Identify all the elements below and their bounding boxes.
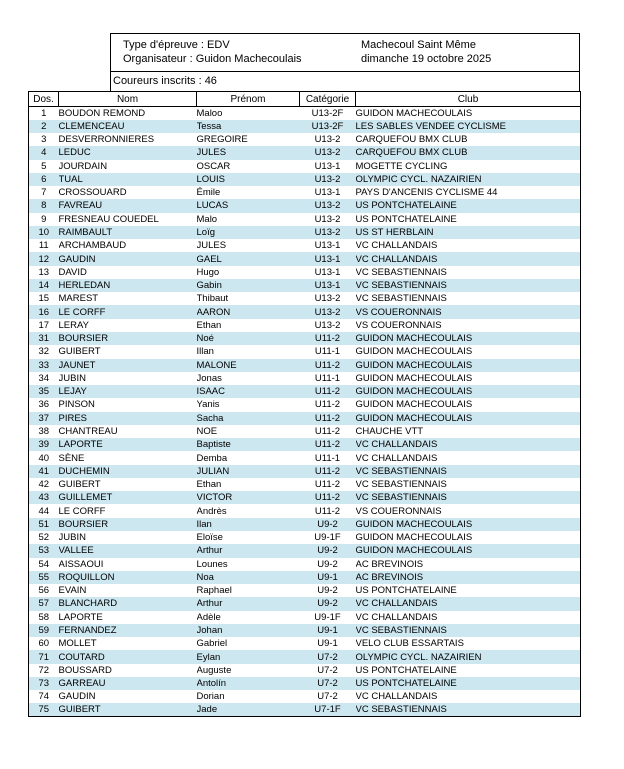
cell-categorie: U9-1 bbox=[317, 638, 338, 650]
cell-categorie: U11-2 bbox=[314, 399, 341, 411]
table-row bbox=[29, 133, 581, 146]
column-header-dos: Dos. bbox=[29, 92, 59, 107]
cell-dos: 51 bbox=[38, 518, 50, 530]
event-info-top bbox=[111, 34, 579, 72]
cell-nom: FERNANDEZ bbox=[58, 624, 117, 636]
cell-dos: 10 bbox=[38, 227, 50, 239]
table-row bbox=[29, 292, 581, 305]
cell-club: OLYMPIC CYCL. NAZAIRIEN bbox=[355, 651, 482, 663]
cell-categorie: U13-2 bbox=[314, 293, 341, 305]
cell-club: GUIDON MACHECOULAIS bbox=[355, 399, 473, 411]
cell-dos: 42 bbox=[38, 479, 50, 491]
cell-dos: 2 bbox=[41, 120, 47, 132]
cell-club: PAYS D'ANCENIS CYCLISME 44 bbox=[355, 187, 498, 199]
cell-dos: 13 bbox=[38, 266, 50, 278]
cell-categorie: U13-1 bbox=[314, 253, 341, 265]
cell-prenom: JULES bbox=[196, 240, 227, 252]
cell-categorie: U9-2 bbox=[317, 558, 338, 570]
cell-nom: GARREAU bbox=[58, 678, 106, 690]
cell-categorie: U9-1 bbox=[317, 571, 338, 583]
table-row bbox=[29, 624, 581, 637]
cell-club: US PONTCHATELAINE bbox=[355, 200, 457, 212]
cell-dos: 8 bbox=[41, 200, 47, 212]
cell-prenom: Lounes bbox=[196, 558, 228, 570]
cell-nom: LERAY bbox=[58, 319, 89, 331]
cell-prenom: Jonas bbox=[196, 372, 222, 384]
cell-dos: 36 bbox=[38, 399, 50, 411]
cell-categorie: U9-2 bbox=[317, 518, 338, 530]
event-organizer: Organisateur : Guidon Machecoulais bbox=[123, 53, 302, 65]
cell-nom: LAPORTE bbox=[58, 439, 103, 451]
cell-club: GUIDON MACHECOULAIS bbox=[355, 359, 473, 371]
cell-dos: 44 bbox=[38, 505, 50, 517]
event-location: Machecoul Saint Même bbox=[361, 39, 476, 51]
cell-club: VC CHALLANDAIS bbox=[355, 439, 438, 451]
cell-categorie: U13-1 bbox=[314, 280, 341, 292]
cell-dos: 59 bbox=[38, 624, 50, 636]
table-row bbox=[29, 146, 581, 159]
cell-club: VC CHALLANDAIS bbox=[355, 452, 438, 464]
table-row bbox=[29, 239, 581, 252]
cell-categorie: U13-2 bbox=[314, 200, 341, 212]
cell-prenom: NOE bbox=[196, 426, 218, 437]
cell-nom: LEDUC bbox=[58, 147, 91, 159]
cell-nom: DESVERRONNIERES bbox=[58, 134, 155, 146]
table-row bbox=[29, 372, 581, 385]
cell-categorie: U11-2 bbox=[314, 386, 341, 398]
cell-categorie: U11-2 bbox=[314, 359, 341, 371]
cell-dos: 15 bbox=[38, 293, 50, 305]
cell-prenom: JULIAN bbox=[196, 465, 230, 477]
cell-categorie: U13-1 bbox=[314, 187, 341, 199]
cell-club: CARQUEFOU BMX CLUB bbox=[355, 147, 468, 159]
cell-categorie: U13-1 bbox=[314, 160, 341, 172]
cell-nom: RAIMBAULT bbox=[58, 227, 113, 239]
cell-dos: 74 bbox=[38, 691, 50, 703]
column-header-club: Club bbox=[356, 92, 581, 107]
cell-club: VS COUERONNAIS bbox=[355, 505, 442, 517]
cell-club: VC SEBASTIENNAIS bbox=[355, 624, 447, 636]
cell-prenom: Baptiste bbox=[196, 439, 231, 451]
cell-dos: 12 bbox=[38, 253, 50, 265]
cell-prenom: Dorian bbox=[196, 691, 225, 703]
cell-prenom: Johan bbox=[196, 624, 223, 636]
cell-dos: 41 bbox=[38, 465, 50, 477]
cell-prenom: Eylan bbox=[196, 651, 221, 663]
event-info-right bbox=[361, 38, 579, 66]
table-row bbox=[29, 690, 581, 703]
cell-nom: EVAIN bbox=[58, 585, 87, 597]
cell-categorie: U11-2 bbox=[314, 465, 341, 477]
cell-dos: 17 bbox=[38, 319, 50, 331]
table-row bbox=[29, 531, 581, 544]
cell-prenom: Ethan bbox=[196, 479, 222, 491]
cell-club: CHAUCHE VTT bbox=[355, 426, 424, 437]
cell-categorie: U9-2 bbox=[317, 545, 338, 557]
table-row bbox=[29, 199, 581, 212]
cell-club: LES SABLES VENDEE CYCLISME bbox=[355, 120, 506, 132]
cell-nom: GUIBERT bbox=[58, 346, 101, 358]
table-row bbox=[29, 584, 581, 597]
table-row bbox=[29, 611, 581, 624]
cell-nom: FAVREAU bbox=[58, 200, 103, 212]
cell-club: GUIDON MACHECOULAIS bbox=[355, 412, 473, 424]
table-row bbox=[29, 345, 581, 358]
cell-dos: 11 bbox=[38, 240, 49, 252]
cell-nom: MAREST bbox=[58, 293, 99, 305]
cell-nom: ROQUILLON bbox=[58, 571, 115, 583]
table-row bbox=[29, 664, 581, 677]
event-info-left bbox=[123, 38, 361, 66]
cell-club: GUIDON MACHECOULAIS bbox=[355, 532, 473, 544]
cell-club: GUIDON MACHECOULAIS bbox=[355, 346, 473, 358]
cell-prenom: GREGOIRE bbox=[196, 134, 248, 146]
cell-dos: 4 bbox=[41, 147, 47, 159]
cell-categorie: U13-2 bbox=[314, 173, 341, 185]
cell-club: VC CHALLANDAIS bbox=[355, 253, 438, 265]
cell-categorie: U13-2 bbox=[314, 134, 341, 146]
cell-club: GUIDON MACHECOULAIS bbox=[355, 386, 473, 398]
cell-prenom: Gabin bbox=[196, 280, 222, 292]
cell-club: VC SEBASTIENNAIS bbox=[355, 704, 447, 716]
cell-nom: JAUNET bbox=[58, 359, 96, 371]
cell-categorie: U11-2 bbox=[314, 426, 341, 437]
cell-nom: PINSON bbox=[58, 399, 95, 411]
cell-prenom: VICTOR bbox=[196, 492, 233, 504]
cell-prenom: Ilan bbox=[196, 518, 212, 530]
cell-nom: GAUDIN bbox=[58, 253, 96, 265]
cell-nom: LE CORFF bbox=[58, 505, 106, 517]
cell-prenom: LUCAS bbox=[196, 200, 229, 212]
cell-categorie: U13-1 bbox=[314, 266, 341, 278]
cell-prenom: Illan bbox=[196, 346, 214, 358]
cell-dos: 9 bbox=[41, 213, 47, 225]
cell-dos: 7 bbox=[41, 187, 47, 199]
cell-nom: DUCHEMIN bbox=[58, 465, 110, 477]
cell-dos: 72 bbox=[38, 664, 50, 676]
cell-prenom: Demba bbox=[196, 452, 228, 464]
cell-nom: LAPORTE bbox=[58, 611, 103, 623]
cell-club: GUIDON MACHECOULAIS bbox=[355, 545, 473, 557]
table-row bbox=[29, 120, 581, 133]
cell-nom: LE CORFF bbox=[58, 306, 106, 318]
cell-prenom: Antolín bbox=[196, 678, 227, 690]
cell-categorie: U13-2 bbox=[314, 213, 341, 225]
table-row bbox=[29, 213, 581, 226]
cell-dos: 56 bbox=[38, 585, 50, 597]
cell-dos: 40 bbox=[38, 452, 50, 464]
cell-nom: COUTARD bbox=[58, 651, 105, 663]
cell-dos: 57 bbox=[38, 598, 50, 610]
table-row bbox=[29, 677, 581, 690]
cell-nom: BOURSIER bbox=[58, 333, 109, 345]
cell-categorie: U13-2F bbox=[311, 120, 344, 132]
cell-prenom: Émile bbox=[196, 187, 221, 199]
cell-dos: 53 bbox=[38, 545, 50, 557]
cell-categorie: U11-2 bbox=[314, 492, 341, 504]
cell-prenom: Sacha bbox=[196, 412, 224, 424]
cell-prenom: Hugo bbox=[196, 266, 220, 278]
cell-dos: 37 bbox=[38, 412, 50, 424]
cell-prenom: Auguste bbox=[196, 664, 232, 676]
table-row bbox=[29, 438, 581, 451]
cell-club: GUIDON MACHECOULAIS bbox=[355, 107, 473, 119]
cell-prenom: Gabriel bbox=[196, 638, 228, 650]
riders-table bbox=[28, 91, 581, 717]
table-row bbox=[29, 107, 581, 120]
cell-club: VC SEBASTIENNAIS bbox=[355, 492, 447, 504]
table-row bbox=[29, 332, 581, 345]
cell-prenom: JULES bbox=[196, 147, 227, 159]
table-row bbox=[29, 359, 581, 372]
cell-prenom: Noa bbox=[196, 571, 214, 583]
cell-nom: SÈNE bbox=[58, 452, 85, 464]
cell-categorie: U7-2 bbox=[317, 651, 338, 663]
table-row bbox=[29, 279, 581, 292]
column-header-prenom: Prénom bbox=[197, 92, 300, 107]
cell-categorie: U7-1F bbox=[314, 704, 341, 716]
cell-dos: 34 bbox=[38, 372, 50, 384]
cell-prenom: MALONE bbox=[196, 359, 237, 371]
table-row bbox=[29, 491, 581, 504]
cell-prenom: Arthur bbox=[196, 545, 223, 557]
cell-club: VC CHALLANDAIS bbox=[355, 598, 438, 610]
cell-categorie: U9-1 bbox=[317, 624, 338, 636]
table-row bbox=[29, 319, 581, 332]
table-row bbox=[29, 385, 581, 398]
cell-nom: AISSAOUI bbox=[58, 558, 104, 570]
cell-nom: HERLEDAN bbox=[58, 280, 111, 292]
cell-nom: GUIBERT bbox=[58, 479, 101, 491]
cell-club: US PONTCHATELAINE bbox=[355, 678, 457, 690]
cell-categorie: U7-2 bbox=[317, 664, 338, 676]
table-row bbox=[29, 186, 581, 199]
cell-club: VC CHALLANDAIS bbox=[355, 691, 438, 703]
cell-nom: BOURSIER bbox=[58, 518, 109, 530]
cell-prenom: Adèle bbox=[196, 611, 221, 623]
cell-dos: 71 bbox=[38, 651, 50, 663]
cell-nom: JUBIN bbox=[58, 372, 86, 384]
table-row bbox=[29, 478, 581, 491]
cell-prenom: Noé bbox=[196, 333, 214, 345]
cell-dos: 3 bbox=[41, 134, 47, 146]
cell-categorie: U13-2 bbox=[314, 147, 341, 159]
cell-dos: 6 bbox=[41, 173, 47, 185]
cell-nom: ARCHAMBAUD bbox=[58, 240, 127, 252]
cell-prenom: Ethan bbox=[196, 319, 222, 331]
cell-nom: GAUDIN bbox=[58, 691, 96, 703]
cell-prenom: Raphael bbox=[196, 585, 232, 597]
cell-nom: GUIBERT bbox=[58, 704, 101, 716]
cell-club: US PONTCHATELAINE bbox=[355, 664, 457, 676]
cell-nom: TUAL bbox=[58, 173, 83, 185]
table-row bbox=[29, 518, 581, 531]
cell-categorie: U11-2 bbox=[314, 479, 341, 491]
table-row bbox=[29, 226, 581, 239]
cell-prenom: Eloïse bbox=[196, 532, 223, 544]
cell-club: VC SEBASTIENNAIS bbox=[355, 280, 447, 292]
riders-count: Coureurs inscrits : 46 bbox=[113, 75, 217, 87]
cell-prenom: Arthur bbox=[196, 598, 223, 610]
cell-prenom: LOUIS bbox=[196, 173, 226, 185]
cell-categorie: U11-1 bbox=[314, 452, 341, 464]
cell-categorie: U7-2 bbox=[317, 678, 338, 690]
cell-nom: DAVID bbox=[58, 266, 87, 278]
cell-prenom: Yanis bbox=[196, 399, 220, 411]
cell-nom: BOUSSARD bbox=[58, 664, 112, 676]
table-row bbox=[29, 544, 581, 557]
cell-club: VC SEBASTIENNAIS bbox=[355, 293, 447, 305]
cell-dos: 52 bbox=[38, 532, 50, 544]
table-row bbox=[29, 160, 581, 173]
table-row bbox=[29, 266, 581, 279]
table-row bbox=[29, 504, 581, 517]
cell-prenom: ISAAC bbox=[196, 386, 226, 398]
cell-categorie: U13-2 bbox=[314, 319, 341, 331]
cell-dos: 73 bbox=[38, 678, 50, 690]
table-row bbox=[29, 412, 581, 425]
table-row bbox=[29, 398, 581, 411]
cell-categorie: U7-2 bbox=[317, 691, 338, 703]
column-header-nom: Nom bbox=[59, 92, 197, 107]
cell-nom: PIRES bbox=[58, 412, 88, 424]
table-row bbox=[29, 465, 581, 478]
cell-dos: 38 bbox=[38, 426, 50, 437]
cell-dos: 14 bbox=[38, 280, 50, 292]
cell-categorie: U9-2 bbox=[317, 585, 338, 597]
cell-nom: FRESNEAU COUEDEL bbox=[58, 213, 159, 225]
cell-dos: 1 bbox=[41, 107, 47, 119]
table-row bbox=[29, 425, 581, 438]
cell-club: US PONTCHATELAINE bbox=[355, 213, 457, 225]
cell-prenom: OSCAR bbox=[196, 160, 231, 172]
cell-club: AC BREVINOIS bbox=[355, 571, 424, 583]
cell-club: VC CHALLANDAIS bbox=[355, 611, 438, 623]
event-type: Type d'épreuve : EDV bbox=[123, 39, 230, 51]
cell-dos: 43 bbox=[38, 492, 50, 504]
cell-categorie: U11-2 bbox=[314, 505, 341, 517]
cell-prenom: Malo bbox=[196, 213, 218, 225]
cell-club: GUIDON MACHECOULAIS bbox=[355, 333, 473, 345]
cell-categorie: U13-2F bbox=[311, 107, 344, 119]
column-header-categorie: Catégorie bbox=[300, 92, 356, 107]
cell-nom: CLEMENCEAU bbox=[58, 120, 125, 132]
cell-prenom: Thibaut bbox=[196, 293, 229, 305]
cell-nom: JUBIN bbox=[58, 532, 86, 544]
table-row bbox=[29, 637, 581, 650]
cell-club: GUIDON MACHECOULAIS bbox=[355, 518, 473, 530]
cell-prenom: AARON bbox=[196, 306, 231, 318]
table-row bbox=[29, 252, 581, 265]
cell-nom: JOURDAIN bbox=[58, 160, 108, 172]
cell-dos: 33 bbox=[38, 359, 50, 371]
cell-club: OLYMPIC CYCL. NAZAIRIEN bbox=[355, 173, 482, 185]
cell-categorie: U9-2 bbox=[317, 598, 338, 610]
cell-dos: 54 bbox=[38, 558, 50, 570]
cell-nom: CHANTREAU bbox=[58, 426, 118, 437]
cell-prenom: Andrès bbox=[196, 505, 227, 517]
cell-club: VC SEBASTIENNAIS bbox=[355, 465, 447, 477]
cell-categorie: U11-2 bbox=[314, 439, 341, 451]
cell-club: US PONTCHATELAINE bbox=[355, 585, 457, 597]
cell-nom: VALLEE bbox=[58, 545, 94, 557]
cell-dos: 75 bbox=[38, 704, 50, 716]
cell-categorie: U13-2 bbox=[314, 306, 341, 318]
table-row bbox=[29, 650, 581, 663]
table-header-row bbox=[29, 92, 581, 107]
cell-dos: 60 bbox=[38, 638, 50, 650]
cell-prenom: Maloo bbox=[196, 107, 223, 119]
cell-nom: BOUDON REMOND bbox=[58, 107, 146, 119]
cell-categorie: U13-1 bbox=[314, 240, 341, 252]
cell-club: VC SEBASTIENNAIS bbox=[355, 479, 447, 491]
cell-nom: MOLLET bbox=[58, 638, 97, 650]
cell-dos: 39 bbox=[38, 439, 50, 451]
table-row bbox=[29, 571, 581, 584]
cell-prenom: Jade bbox=[196, 704, 218, 716]
table-row bbox=[29, 305, 581, 318]
cell-dos: 58 bbox=[38, 611, 50, 623]
cell-club: CARQUEFOU BMX CLUB bbox=[355, 134, 468, 146]
cell-dos: 55 bbox=[38, 571, 50, 583]
cell-club: GUIDON MACHECOULAIS bbox=[355, 372, 473, 384]
cell-club: VC SEBASTIENNAIS bbox=[355, 266, 447, 278]
cell-club: US ST HERBLAIN bbox=[355, 227, 434, 239]
cell-nom: BLANCHARD bbox=[58, 598, 118, 610]
cell-prenom: Loïg bbox=[196, 227, 215, 239]
cell-nom: CROSSOUARD bbox=[58, 187, 127, 199]
table-row bbox=[29, 173, 581, 186]
table-row bbox=[29, 703, 581, 716]
cell-categorie: U13-2 bbox=[314, 227, 341, 239]
cell-club: VS COUERONNAIS bbox=[355, 306, 442, 318]
cell-categorie: U11-1 bbox=[314, 372, 341, 384]
cell-dos: 35 bbox=[38, 386, 50, 398]
cell-prenom: Tessa bbox=[196, 120, 222, 132]
table-row bbox=[29, 597, 581, 610]
cell-categorie: U11-2 bbox=[314, 412, 341, 424]
event-date: dimanche 19 octobre 2025 bbox=[361, 53, 492, 65]
cell-dos: 5 bbox=[41, 160, 47, 172]
cell-club: AC BREVINOIS bbox=[355, 558, 424, 570]
cell-categorie: U11-1 bbox=[314, 346, 341, 358]
cell-club: VELO CLUB ESSARTAIS bbox=[355, 638, 464, 650]
cell-nom: GUILLEMET bbox=[58, 492, 113, 504]
event-info-box bbox=[110, 33, 580, 94]
table-row bbox=[29, 558, 581, 571]
cell-categorie: U11-2 bbox=[314, 333, 341, 345]
cell-club: VS COUERONNAIS bbox=[355, 319, 442, 331]
cell-club: MOGETTE CYCLING bbox=[355, 160, 448, 172]
cell-categorie: U9-1F bbox=[314, 611, 341, 623]
cell-prenom: GAEL bbox=[196, 253, 222, 265]
cell-dos: 31 bbox=[38, 333, 50, 345]
table-row bbox=[29, 451, 581, 464]
cell-nom: LEJAY bbox=[58, 386, 87, 398]
cell-dos: 16 bbox=[38, 306, 50, 318]
cell-club: VC CHALLANDAIS bbox=[355, 240, 438, 252]
cell-categorie: U9-1F bbox=[314, 532, 341, 544]
cell-dos: 32 bbox=[38, 346, 50, 358]
